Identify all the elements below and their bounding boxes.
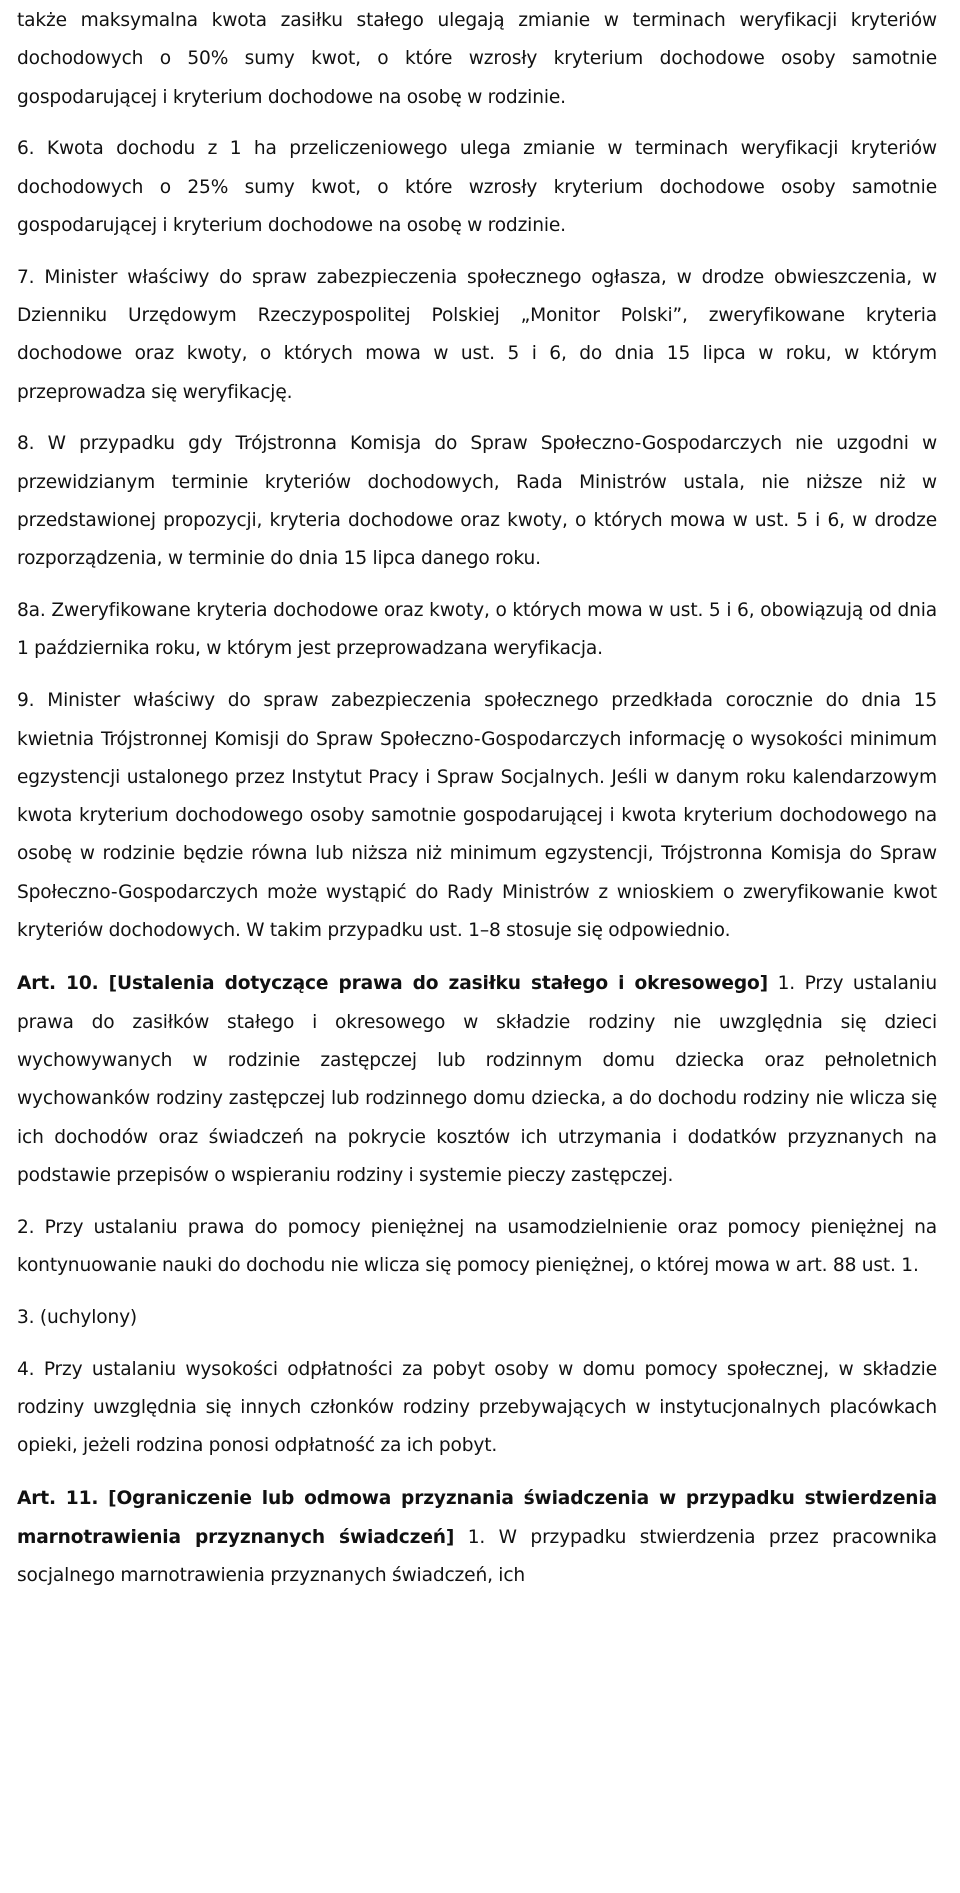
article-11-heading: Art. 11. [Ograniczenie lub odmowa przyznania świadczenia w przypadku stwierdzenia marnotrawienia przyznanych świadczeń] bbox=[17, 1488, 937, 1548]
article-10-paragraph-3: 3. (uchylony) bbox=[17, 1306, 138, 1328]
article-10-heading: Art. 10. [Ustalenia dotyczące prawa do zasiłku stałego i okresowego] bbox=[17, 973, 768, 995]
paragraph-7: 7. Minister właściwy do spraw zabezpieczenia społecznego ogłasza, w drodze obwieszczenia, w Dzienniku Urzędowym Rzeczypospolitej Polskiej „Monitor Polski”, zweryfikowane kryteria dochodowe oraz kwoty, o których mowa w ust. 5 i 6, do dnia 15 lipca w roku, w którym przeprowadza się weryfikację. bbox=[17, 266, 937, 403]
article-11-text-1: 1. W przypadku stwierdzenia przez pracownika socjalnego marnotrawienia przyznanych świadczeń, ich bbox=[17, 1526, 938, 1586]
paragraph-8a: 8a. Zweryfikowane kryteria dochodowe oraz kwoty, o których mowa w ust. 5 i 6, obowiązują od dnia 1 października roku, w którym jest przeprowadzana weryfikacja. bbox=[17, 600, 937, 660]
article-10-paragraph-1 bbox=[17, 965, 937, 1195]
article-10-paragraph-4: 4. Przy ustalaniu wysokości odpłatności za pobyt osoby w domu pomocy społecznej, w składzie rodziny uwzględnia się innych członków rodziny przebywających w instytucjonalnych placówkach opieki, jeżeli rodzina ponosi odpłatność za ich pobyt. bbox=[17, 1358, 937, 1457]
paragraph-5-continuation: także maksymalna kwota zasiłku stałego ulegają zmianie w terminach weryfikacji kryteriów dochodowych o 50% sumy kwot, o które wzrosły kryterium dochodowe osoby samotnie gospodarującej i kryterium dochodowe na osobę w rodzinie. bbox=[17, 10, 937, 108]
article-11-paragraph-1 bbox=[17, 1480, 937, 1595]
article-10-text-1: 1. Przy ustalaniu prawa do zasiłków stałego i okresowego w składzie rodziny nie uwzględnia się dzieci wychowywanych w rodzinie zastępczej lub rodzinnym domu dziecka oraz pełnoletnich wychowanków rodziny zastępczej lub rodzinnego domu dziecka, a do dochodu rodziny nie wlicza się ich dochodów oraz świadczeń na pokrycie kosztów ich utrzymania i dodatków przyznanych na podstawie przepisów o wspieraniu rodziny i systemie pieczy zastępczej. bbox=[17, 973, 937, 1186]
paragraph-9: 9. Minister właściwy do spraw zabezpieczenia społecznego przedkłada corocznie do dnia 15 kwietnia Trójstronnej Komisji do Spraw Społeczno-Gospodarczych informację o wysokości minimum egzystencji ustalonego przez Instytut Pracy i Spraw Socjalnych. Jeśli w danym roku kalendarzowym kwota kryterium dochodowego osoby samotnie gospodarującej i kwota kryterium dochodowego na osobę w rodzinie będzie równa lub niższa niż minimum egzystencji, Trójstronna Komisja do Spraw Społeczno-Gospodarczych może wystąpić do Rady Ministrów z wnioskiem o zweryfikowanie kwot kryteriów dochodowych. W takim przypadku ust. 1–8 stosuje się odpowiednio. bbox=[17, 690, 937, 942]
paragraph-8: 8. W przypadku gdy Trójstronna Komisja do Spraw Społeczno-Gospodarczych nie uzgodni w przewidzianym terminie kryteriów dochodowych, Rada Ministrów ustala, nie niższe niż w przedstawionej propozycji, kryteria dochodowe oraz kwoty, o których mowa w ust. 5 i 6, w drodze rozporządzenia, w terminie do dnia 15 lipca danego roku. bbox=[17, 433, 937, 570]
article-10-paragraph-2: 2. Przy ustalaniu prawa do pomocy pieniężnej na usamodzielnienie oraz pomocy pieniężnej na kontynuowanie nauki do dochodu nie wlicza się pomocy pieniężnej, o której mowa w art. 88 ust. 1. bbox=[17, 1216, 937, 1276]
paragraph-6: 6. Kwota dochodu z 1 ha przeliczeniowego ulega zmianie w terminach weryfikacji kryteriów dochodowych o 25% sumy kwot, o które wzrosły kryterium dochodowe osoby samotnie gospodarującej i kryterium dochodowe na osobę w rodzinie. bbox=[17, 138, 937, 236]
